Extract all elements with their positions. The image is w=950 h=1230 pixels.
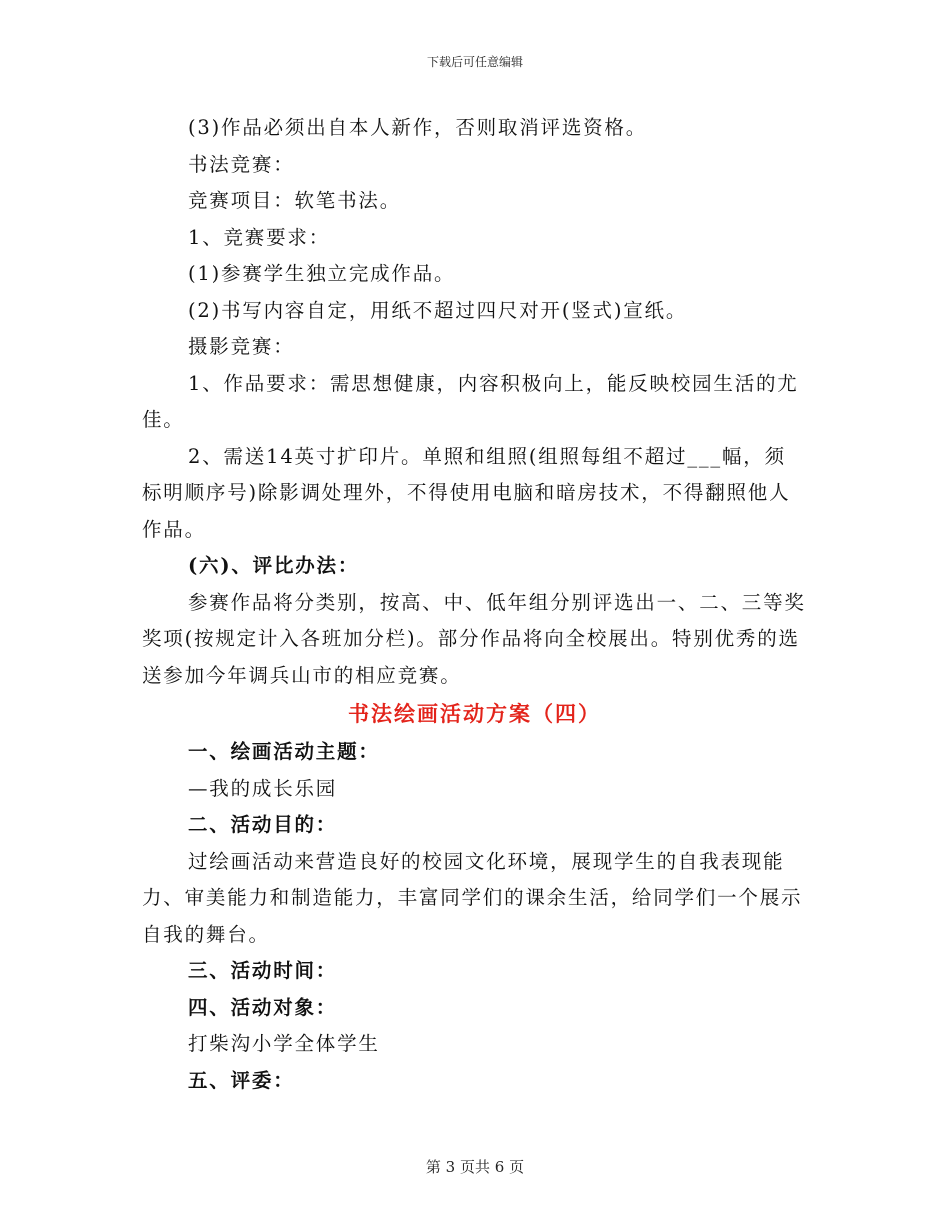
paragraph-requirement-1: (1)参赛学生独立完成作品。 [188, 262, 456, 285]
paragraph-competition-requirements: 1、竞赛要求： [188, 225, 331, 249]
page-footer: 第 3 页共 6 页 [425, 1158, 525, 1176]
heading-purpose: 二、活动目的： [188, 813, 338, 836]
heading-time: 三、活动时间： [188, 959, 338, 982]
paragraph-participants: 打柴沟小学全体学生 [188, 1032, 380, 1055]
paragraph-evaluation-method: 参赛作品将分类别，按高、中、低年组分别评选出一、二、三等奖奖项(按规定计入各班加分栏)。部分作品将向全校展出。特别优秀的选送参加今年调兵山市的相应竞赛。 [142, 590, 806, 687]
paragraph-competition-item: 竞赛项目：软笔书法。 [188, 189, 402, 212]
heading-theme: 一、绘画活动主题： [188, 740, 380, 763]
paragraph-photo-requirement-1: 1、作品要求：需思想健康，内容积极向上，能反映校园生活的尤佳。 [142, 371, 799, 431]
paragraph-evaluation-heading: (六)、评比办法： [188, 554, 360, 577]
paragraph-requirement-3: (3)作品必须出自本人新作，否则取消评选资格。 [188, 116, 648, 139]
page-header: 下载后可任意编辑 [426, 55, 523, 69]
paragraph-calligraphy-heading: 书法竞赛： [188, 152, 295, 176]
paragraph-photography-heading: 摄影竞赛： [188, 335, 295, 358]
paragraph-requirement-2: (2)书写内容自定，用纸不超过四尺对开(竖式)宣纸。 [188, 298, 688, 322]
heading-participants: 四、活动对象： [188, 995, 338, 1019]
document-body [142, 110, 807, 1099]
paragraph-purpose: 过绘画活动来营造良好的校园文化环境，展现学生的自我表现能力、审美能力和制造能力，丰富同学们的课余生活，给同学们一个展示自我的舞台。 [142, 849, 803, 946]
paragraph-photo-requirement-2: 2、需送14英寸扩印片。单照和组照(组照每组不超过___幅，须标明顺序号)除影调处理外，不得使用电脑和暗房技术，不得翻照他人作品。 [142, 444, 791, 541]
section-title: 书法绘画活动方案（四） [348, 701, 601, 726]
heading-judges: 五、评委： [188, 1068, 295, 1092]
paragraph-theme: —我的成长乐园 [188, 776, 338, 800]
